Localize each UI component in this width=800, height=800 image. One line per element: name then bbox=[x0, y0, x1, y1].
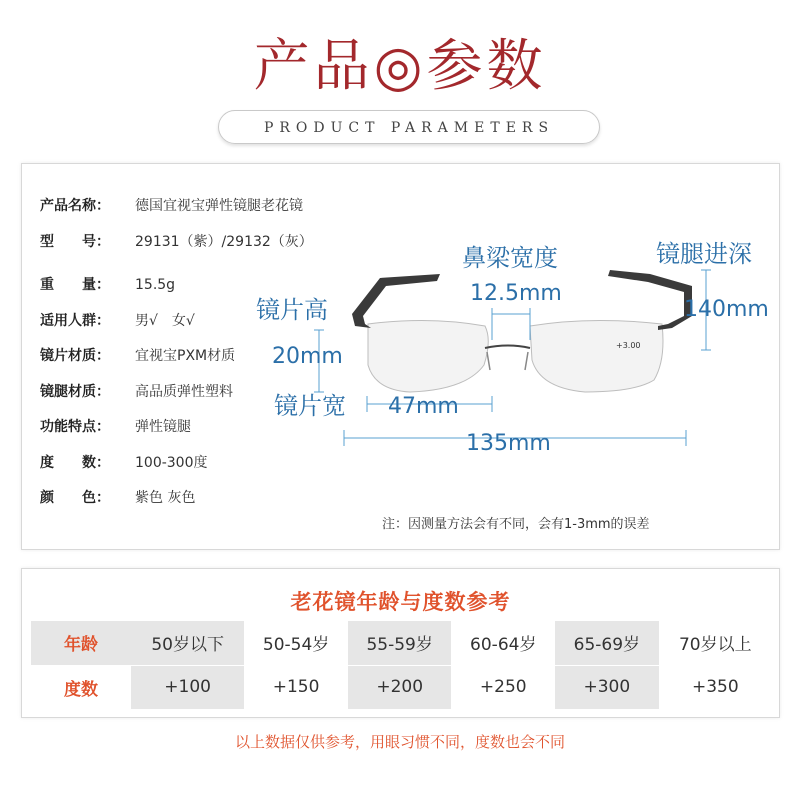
age-table-title: 老花镜年龄与度数参考 bbox=[290, 590, 511, 614]
left-temple bbox=[352, 274, 440, 328]
spec-label: 重 量： bbox=[40, 277, 110, 293]
temple-value: 140mm bbox=[684, 297, 769, 322]
total-width-value: 135mm bbox=[466, 431, 551, 456]
glasses-diagram bbox=[240, 230, 780, 470]
left-lens bbox=[368, 320, 488, 392]
spec-label: 颜 色： bbox=[40, 490, 110, 506]
spec-row-feature bbox=[40, 416, 191, 436]
lens-power-mark: +3.00 bbox=[616, 341, 641, 350]
spec-value: 29131（紫）/29132（灰） bbox=[135, 234, 313, 250]
table-row-power bbox=[31, 665, 772, 709]
page-title bbox=[0, 22, 800, 102]
title-dot-icon: ◎ bbox=[373, 34, 427, 99]
bridge-value: 12.5mm bbox=[470, 281, 562, 306]
nose-pads bbox=[487, 352, 528, 370]
spec-row-color bbox=[40, 487, 195, 507]
spec-value: 紫色 灰色 bbox=[135, 490, 196, 506]
spec-value: 弹性镜腿 bbox=[135, 419, 191, 435]
row-label-power: 度数 bbox=[64, 679, 98, 700]
power-cell: +350 bbox=[691, 677, 739, 698]
age-cell: 60-64岁 bbox=[451, 621, 555, 665]
age-cell: 70岁以上 bbox=[659, 621, 772, 665]
spec-label: 镜片材质： bbox=[40, 348, 110, 364]
table-row-age bbox=[31, 621, 772, 665]
spec-value: 100-300度 bbox=[135, 455, 208, 471]
age-reference-panel bbox=[21, 568, 780, 718]
spec-value: 德国宜视宝弹性镜腿老花镜 bbox=[135, 198, 303, 214]
age-cell: 50岁以下 bbox=[131, 621, 244, 665]
spec-label: 适用人群： bbox=[40, 313, 110, 329]
spec-value: 高品质弹性塑料 bbox=[135, 384, 233, 400]
power-cell: +200 bbox=[348, 665, 452, 709]
power-cell: +300 bbox=[555, 665, 659, 709]
bridge-label: 鼻梁宽度 bbox=[462, 244, 558, 272]
spec-row-name bbox=[40, 195, 303, 215]
lens-height-label: 镜片高 bbox=[256, 296, 328, 324]
spec-value: 宜视宝PXM材质 bbox=[135, 348, 236, 364]
lens-width-label: 镜片宽 bbox=[274, 392, 346, 420]
age-table bbox=[31, 621, 772, 709]
spec-label: 度 数： bbox=[40, 455, 110, 471]
title-product: 产品 bbox=[253, 34, 374, 99]
measurement-note: 注：因测量方法会有不同，会有1-3mm的误差 bbox=[382, 517, 650, 532]
temple-label: 镜腿进深 bbox=[656, 240, 752, 268]
lens-height-value: 20mm bbox=[272, 344, 343, 369]
spec-row-lens-material bbox=[40, 345, 235, 365]
spec-row-weight bbox=[40, 274, 175, 294]
lens-width-value: 47mm bbox=[388, 394, 459, 419]
reference-disclaimer: 以上数据仅供参考，用眼习惯不同，度数也会不同 bbox=[234, 733, 565, 751]
row-label-age: 年龄 bbox=[31, 621, 131, 665]
spec-row-power bbox=[40, 452, 208, 472]
age-cell: 55-59岁 bbox=[348, 621, 452, 665]
power-cell: +150 bbox=[272, 677, 320, 698]
spec-row-users bbox=[40, 310, 195, 330]
spec-label: 功能特点： bbox=[40, 419, 110, 435]
spec-value: 15.5g bbox=[135, 277, 176, 293]
spec-value: 男√ 女√ bbox=[135, 313, 195, 329]
nose-bridge bbox=[485, 346, 530, 349]
age-cell: 50-54岁 bbox=[244, 621, 348, 665]
spec-row-temple-material bbox=[40, 381, 233, 401]
right-lens bbox=[530, 320, 663, 392]
spec-label: 型 号： bbox=[40, 234, 110, 250]
power-cell: +100 bbox=[131, 665, 244, 709]
subtitle-pill: PRODUCT PARAMETERS bbox=[218, 110, 600, 144]
spec-label: 镜腿材质： bbox=[40, 384, 110, 400]
age-cell: 65-69岁 bbox=[555, 621, 659, 665]
spec-label: 产品名称： bbox=[40, 198, 110, 214]
power-cell: +250 bbox=[479, 677, 527, 698]
title-parameters: 参数 bbox=[426, 34, 547, 99]
